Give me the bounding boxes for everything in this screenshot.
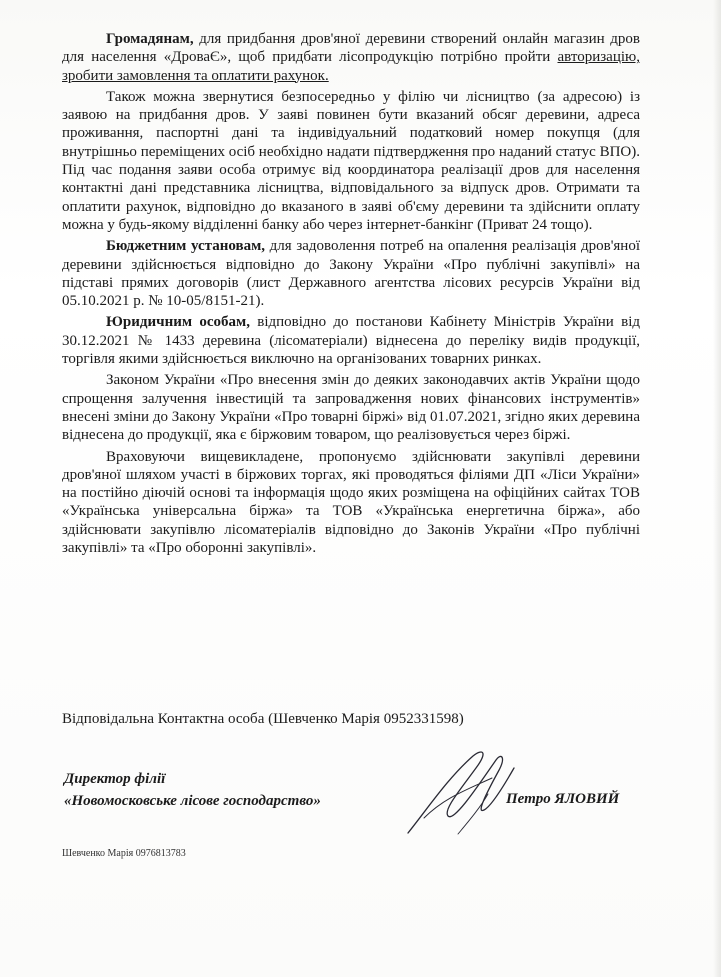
- paragraph-citizens-lead: Громадянам,: [106, 31, 194, 47]
- executor-note: Шевченко Марія 0976813783: [62, 848, 186, 859]
- paragraph-law-text: Законом України «Про внесення змін до деяких законодавчих актів України щодо спрощення залучення інвестицій та запровадження нових фінансових інструментів» внесені зміни до Закону України «Про товарні біржі» від 01.07.2021, згідно яких деревина віднесена до продукції, яка є біржовим товаром, що реалізовується через біржі.: [62, 372, 640, 444]
- signatory-name: Петро ЯЛОВИЙ: [506, 791, 620, 807]
- paragraph-budget-lead: Бюджетним установам,: [106, 238, 266, 255]
- signatory-title-line2: «Новомосковське лісове господарство»: [64, 793, 321, 809]
- signatory-title-line1: Директор філії: [64, 771, 166, 787]
- paragraph-citizens-text: для придбання дров'яної деревини створений онлайн магазин дров для населення «ДроваЄ», щоб придбати лісопродукцію потрібно пройти: [62, 31, 640, 66]
- paragraph-legal: [62, 313, 640, 368]
- paragraph-law: [62, 371, 640, 444]
- contact-person: Відповідальна Контактна особа (Шевченко Марія 0952331598): [62, 711, 464, 727]
- paragraph-conclusion: [62, 448, 640, 558]
- paragraph-branch-text: Також можна звернутися безпосередньо у філію чи лісництво (за адресою) із заявою на придбання дров. У заяві повинен бути вказаний обсяг деревини, адреса проживання, паспортні дані та індивідуальний податковий номер покупця (для внутрішньо переміщених осіб необхідно надати підтвердження про наданий статус ВПО). Під час подання заяви особа отримує від координатора реалізації дров для населення контактні дані представника лісництва, відповідального за відпуск дров. Отримати та оплатити рахунок, відповідно до вказаного в заяві об'єму деревини та здійснити оплату можна у будь-якому відділенні банку або через інтернет-банкінг (Приват 24 тощо).: [62, 88, 640, 233]
- paragraph-budget-text: для задоволення потреб на опалення реалізація дров'яної деревини здійснюється відповідно до Закону України «Про публічні закупівлі» на підставі прямих договорів (лист Державного агентства лісових ресурсів України від 05.10.2021 р. № 10-05/8151-21).: [62, 238, 641, 310]
- scan-shadow: [713, 0, 721, 977]
- letter-body: [62, 30, 640, 560]
- paragraph-legal-text: відповідно до постанови Кабінету Міністрів України від 30.12.2021 № 1433 деревина (лісоматеріали) віднесена до переліку видів продукції, торгівля якими здійснюється виключно на організованих товарних ринках.: [62, 314, 640, 368]
- paragraph-citizens: [62, 30, 640, 85]
- paragraph-citizens-underlined: авторизацію, зробити замовлення та оплатити рахунок.: [62, 49, 640, 84]
- paragraph-budget: [62, 237, 640, 310]
- paragraph-legal-lead: Юридичним особам,: [106, 314, 250, 331]
- paragraph-branch: [62, 88, 640, 234]
- paragraph-conclusion-text: Враховуючи вищевикладене, пропонуємо здійснювати закупівлі деревини дров'яної шляхом участі в біржових торгах, які проводяться філіями ДП «Ліси України» на постійно діючій основі та інформація щодо яких розміщена на офіційних сайтах ТОВ «Українська універсальна біржа» та ТОВ «Українська енергетична біржа», або здійснювати закупівлю лісоматеріалів відповідно до Законів України «Про публічні закупівлі» та «Про оборонні закупівлі».: [62, 448, 640, 557]
- signatory-title: [64, 768, 404, 812]
